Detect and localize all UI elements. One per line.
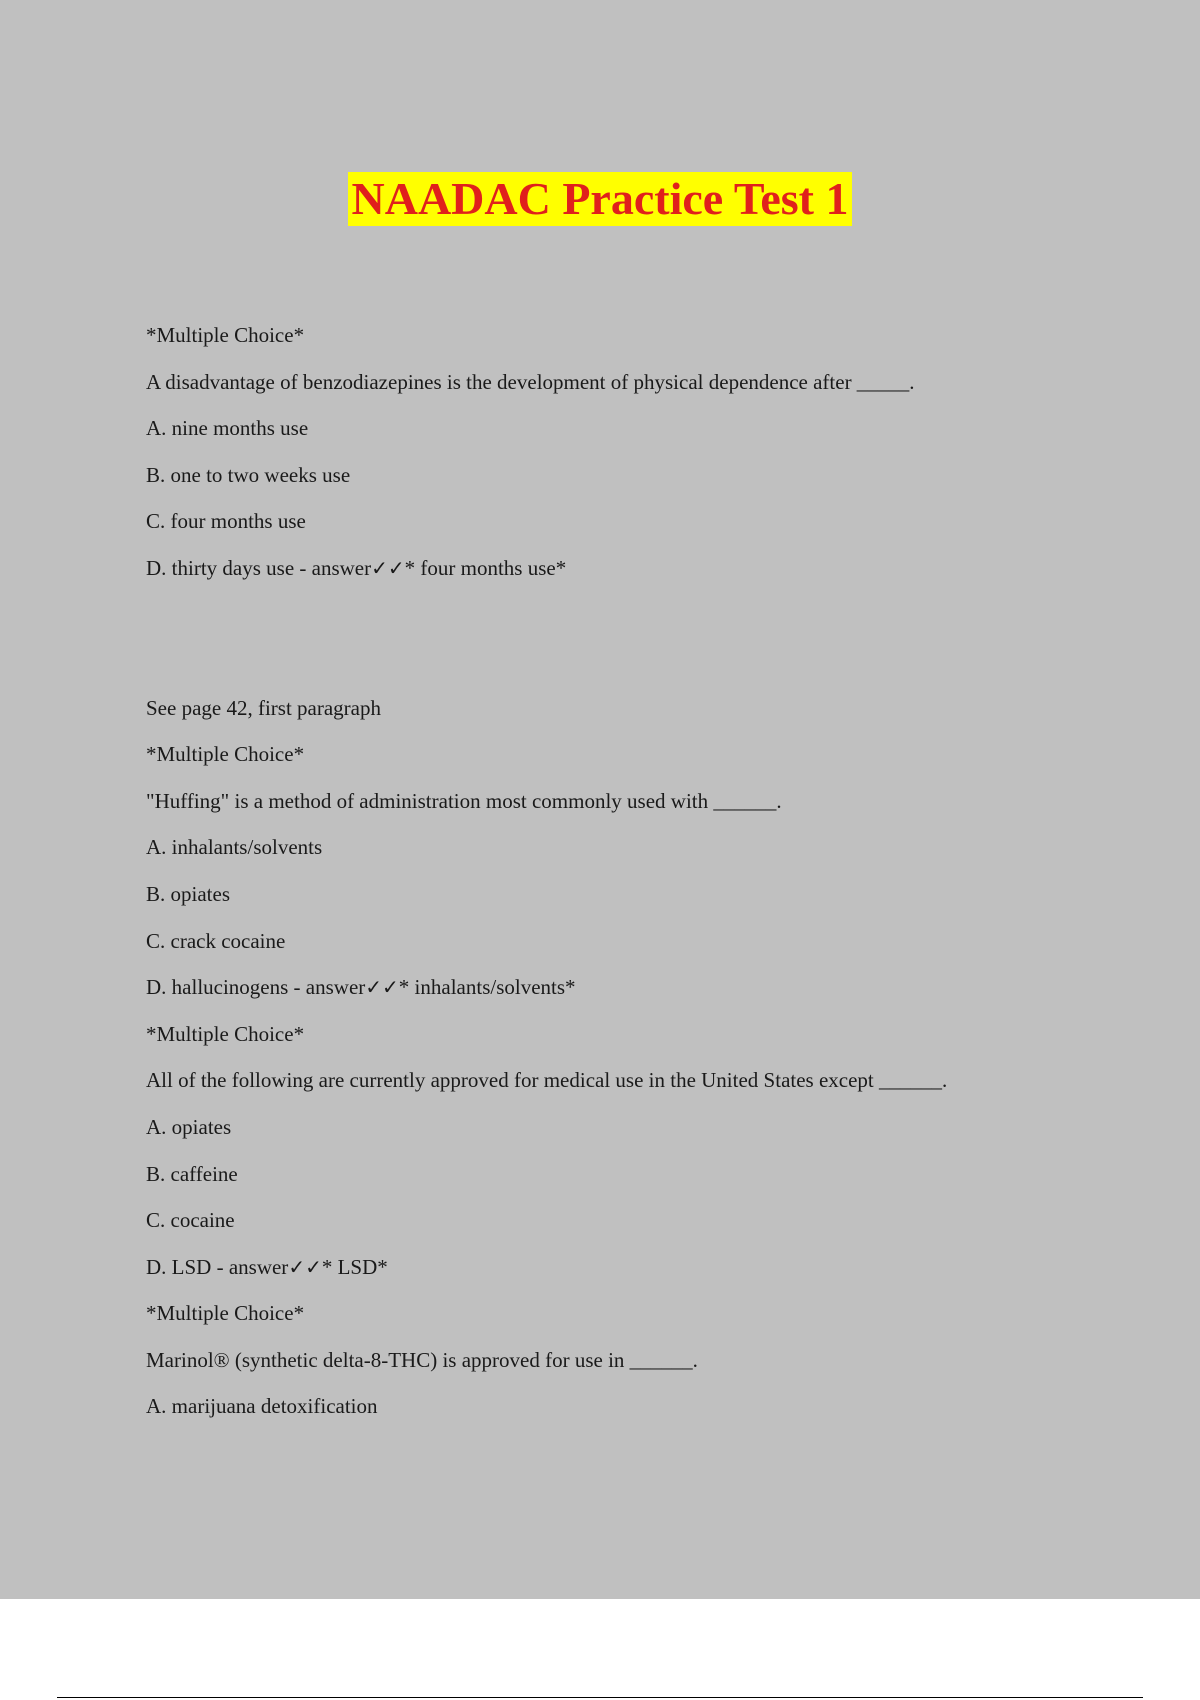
checkmark-icon: ✓✓ [288,1254,322,1279]
correct-answer-text: * LSD* [321,1254,388,1279]
answer-option: A. marijuana detoxification [146,1394,378,1419]
answer-option: B. opiates [146,881,230,906]
correct-answer-text: * inhalants/solvents* [398,975,576,1000]
answer-option: A. inhalants/solvents [146,835,323,860]
answer-option: C. four months use [146,509,306,534]
question-prompt: Marinol® (synthetic delta-8-THC) is approved for use in ______. [146,1347,698,1372]
question-prompt: All of the following are currently approved for medical use in the United States except ______. [146,1068,948,1093]
document-title: NAADAC Practice Test 1 [348,172,853,226]
spacer [146,592,1106,685]
question-type-label: *Multiple Choice* [146,1021,305,1046]
answer-option: A. nine months use [146,416,309,441]
answer-option-text: D. LSD - answer [146,1254,289,1279]
answer-option: B. caffeine [146,1161,238,1186]
answer-option-text: D. hallucinogens - answer [146,975,366,1000]
footer-divider [57,1697,1143,1698]
answer-option: C. crack cocaine [146,928,286,953]
answer-option-text: D. thirty days use - answer [146,555,372,580]
question-type-label: *Multiple Choice* [146,1301,305,1326]
answer-option-with-key [146,964,1106,1011]
question-type-label: *Multiple Choice* [146,323,305,347]
answer-option-with-key [146,1244,1106,1291]
answer-option: A. opiates [146,1114,232,1139]
question-prompt: A disadvantage of benzodiazepines is the development of physical dependence after _____. [146,369,915,394]
document-body [146,312,1106,1430]
title-block [0,172,1200,226]
question-prompt: "Huffing" is a method of administration most commonly used with ______. [146,788,782,813]
answer-option: B. one to two weeks use [146,462,351,487]
answer-option-with-key [146,545,1106,592]
checkmark-icon: ✓✓ [365,975,399,1000]
answer-option: C. cocaine [146,1208,235,1233]
reference-note: See page 42, first paragraph [146,695,381,720]
question-type-label: *Multiple Choice* [146,742,305,767]
correct-answer-text: * four months use* [404,555,567,580]
checkmark-icon: ✓✓ [371,555,405,580]
